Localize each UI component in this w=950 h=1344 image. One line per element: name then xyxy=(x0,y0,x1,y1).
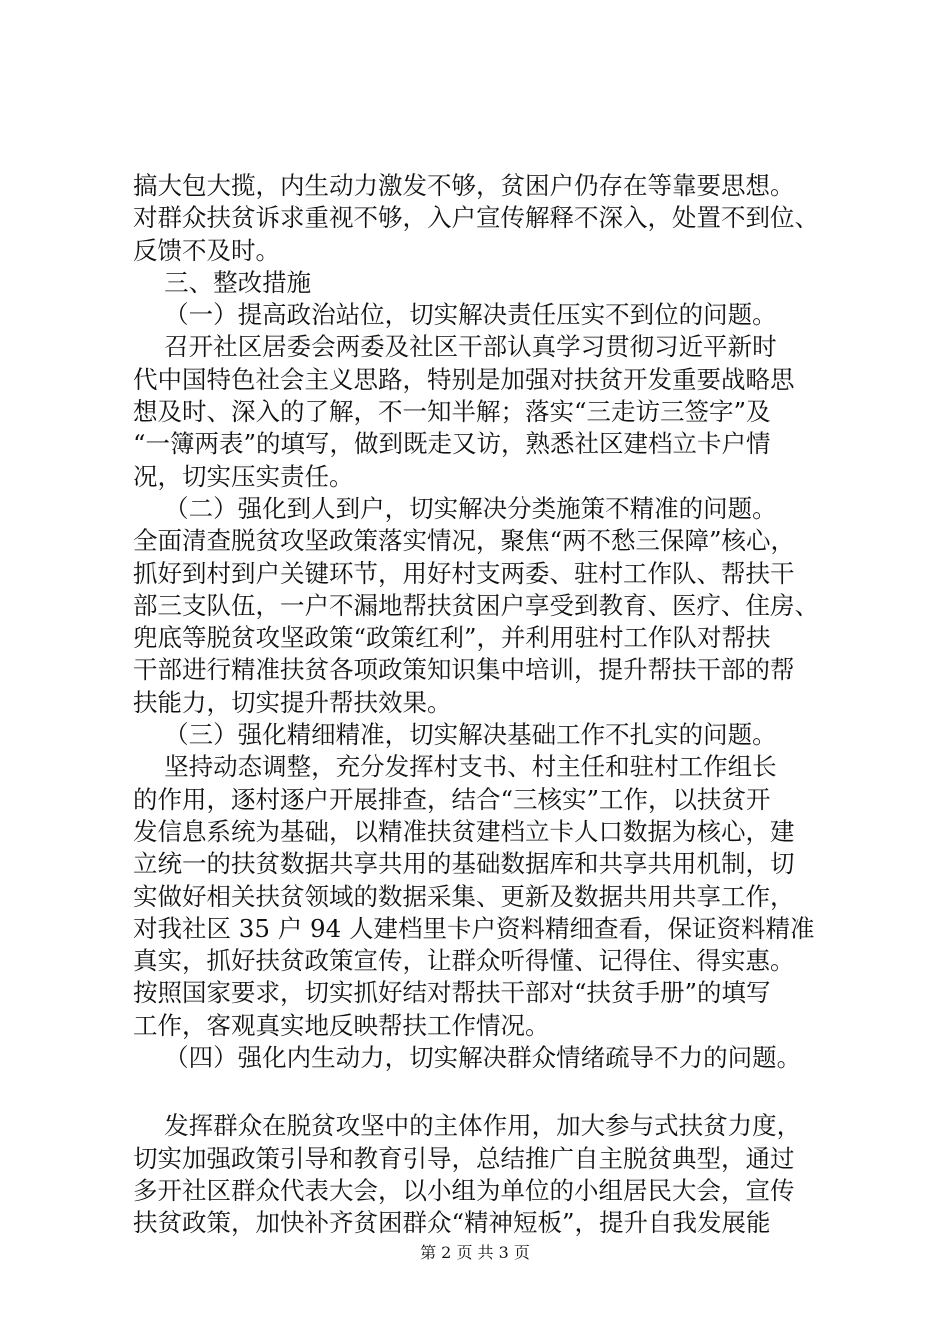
text-line: 立统一的扶贫数据共享共用的基础数据库和共享共用机制，切 xyxy=(133,849,795,879)
page-number-label: 第 2 页 共 3 页 xyxy=(420,1243,530,1262)
text-line: 发信息系统为基础，以精准扶贫建档立卡人口数据为核心，建 xyxy=(133,816,795,846)
text-line: 多开社区群众代表大会，以小组为单位的小组居民大会，宣传 xyxy=(133,1175,795,1205)
subsection-heading: （三）强化精细精准，切实解决基础工作不扎实的问题。 xyxy=(133,720,777,750)
text-line: 干部进行精准扶贫各项政策知识集中培训，提升帮扶干部的帮 xyxy=(133,655,795,685)
text-line: “一簿两表”的填写，做到既走又访，熟悉社区建档立卡户情 xyxy=(133,429,771,459)
text-line: 想及时、深入的了解，不一知半解；落实“三走访三签字”及 xyxy=(133,397,771,427)
document-body xyxy=(133,170,853,1240)
text-line: 切实加强政策引导和教育引导，总结推广自主脱贫典型，通过 xyxy=(133,1143,795,1173)
page-footer xyxy=(0,1243,950,1263)
subsection-heading: （一）提高政治站位，切实解决责任压实不到位的问题。 xyxy=(133,300,777,330)
text-line: 实做好相关扶贫领域的数据采集、更新及数据共用共享工作， xyxy=(133,881,795,911)
text-line: 坚持动态调整，充分发挥村支书、村主任和驻村工作组长 xyxy=(133,752,777,782)
text-line: 召开社区居委会两委及社区干部认真学习贯彻习近平新时 xyxy=(133,332,777,362)
text-line: 反馈不及时。 xyxy=(133,235,280,265)
subsection-heading: （二）强化到人到户，切实解决分类施策不精准的问题。 xyxy=(133,493,777,523)
text-line: 对我社区 35 户 94 人建档里卡户资料精细查看，保证资料精准 xyxy=(133,913,815,943)
text-line: 兜底等脱贫攻坚政策“政策红利”，并利用驻村工作队对帮扶 xyxy=(133,623,771,653)
text-line: 真实，抓好扶贫政策宣传，让群众听得懂、记得住、得实惠。 xyxy=(133,946,795,976)
text-line: 代中国特色社会主义思路，特别是加强对扶贫开发重要战略思 xyxy=(133,364,795,394)
text-line: 工作，客观真实地反映帮扶工作情况。 xyxy=(133,1010,550,1040)
text-line: 抓好到村到户关键环节，用好村支两委、驻村工作队、帮扶干 xyxy=(133,558,795,588)
text-line: 部三支队伍，一户不漏地帮扶贫困户享受到教育、医疗、住房、 xyxy=(133,590,819,620)
text-line: 的作用，逐村逐户开展排查，结合“三核实”工作，以扶贫开 xyxy=(133,784,771,814)
subsection-heading: （四）强化内生动力，切实解决群众情绪疏导不力的问题。 xyxy=(133,1043,802,1073)
text-line: 发挥群众在脱贫攻坚中的主体作用，加大参与式扶贫力度， xyxy=(133,1111,802,1141)
text-line: 按照国家要求，切实抓好结对帮扶干部对“扶贫手册”的填写 xyxy=(133,978,771,1008)
text-line: 搞大包大揽，内生动力激发不够，贫困户仍存在等靠要思想。 xyxy=(133,171,795,200)
section-heading: 三、整改措施 xyxy=(133,267,312,297)
text-line: 扶能力，切实提升帮扶效果。 xyxy=(133,687,452,717)
text-line: 对群众扶贫诉求重视不够，入户宣传解释不深入，处置不到位、 xyxy=(133,203,819,233)
text-line: 扶贫政策，加快补齐贫困群众“精神短板”，提升自我发展能 xyxy=(133,1208,771,1238)
text-line: 况，切实压实责任。 xyxy=(133,461,354,491)
text-line: 全面清查脱贫攻坚政策落实情况，聚焦“两不愁三保障”核心， xyxy=(133,526,796,556)
